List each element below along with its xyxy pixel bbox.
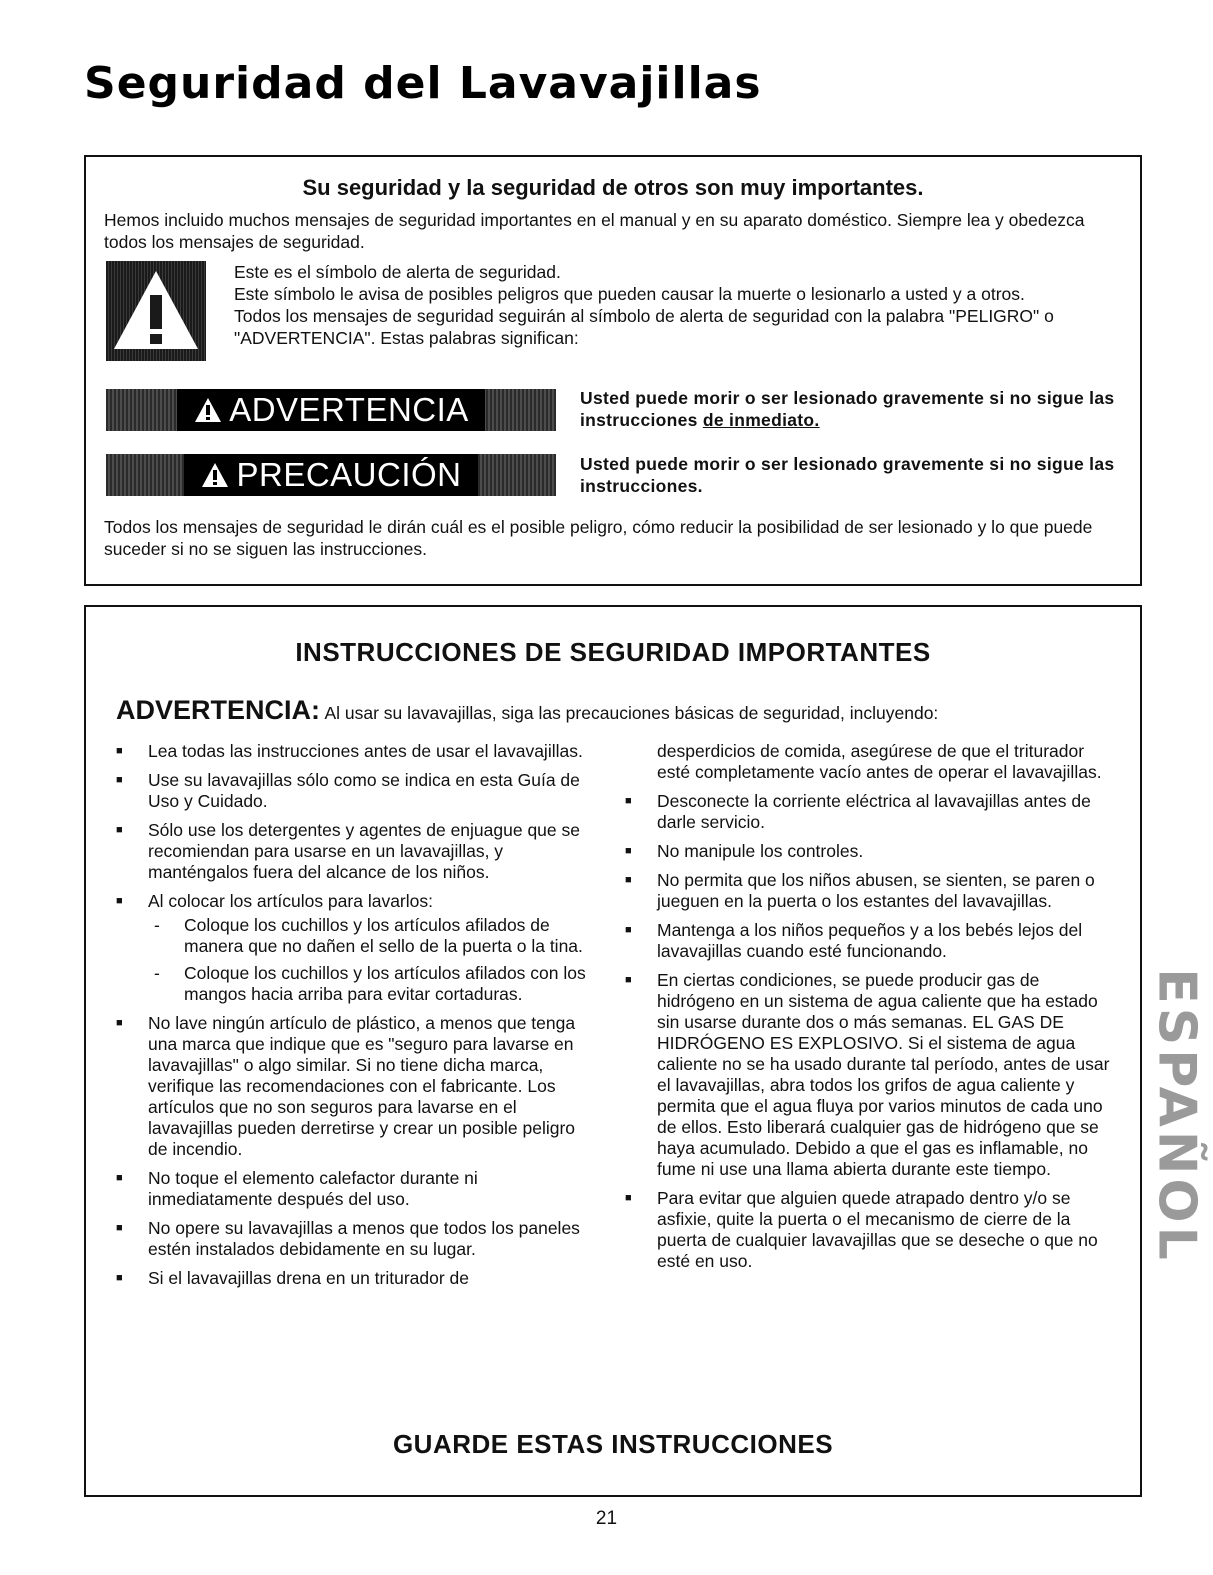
caution-label: PRECAUCIÓN: [236, 456, 462, 493]
sub-list-item: - Coloque los cuchillos y los artículos afilados de manera que no dañen el sello de la puerta o la tina.: [148, 915, 592, 957]
page-title: Seguridad del Lavavajillas: [84, 58, 762, 109]
instructions-left-column: [112, 741, 592, 1297]
safety-heading: Su seguridad y la seguridad de otros son muy importantes.: [302, 175, 924, 200]
list-item: ■ No permita que los niños abusen, se sienten, se paren o jueguen en la puerta o los estantes del lavavajillas.: [621, 870, 1121, 912]
warning-description: [580, 387, 1120, 431]
language-tab-label: ESPAÑOL: [1147, 968, 1208, 1264]
instructions-right-column: [621, 741, 1121, 1280]
list-item: ■ No manipule los controles.: [621, 841, 1121, 862]
list-item: ■ Lea todas las instrucciones antes de usar el lavavajillas.: [112, 741, 592, 762]
list-item: [112, 891, 592, 1005]
list-item: ■ Desconecte la corriente eléctrica al lavavajillas antes de darle servicio.: [621, 791, 1121, 833]
symbol-line-3: Todos los mensajes de seguridad seguirán al símbolo de alerta de seguridad con la palabra "PELIGRO" o "ADVERTENCIA". Estas palabras significan:: [234, 306, 1054, 348]
advertencia-text: Al usar su lavavajillas, siga las precauciones básicas de seguridad, incluyendo:: [324, 703, 939, 723]
safety-outro: Todos los mensajes de seguridad le dirán cuál es el posible peligro, cómo reducir la posibilidad de ser lesionado y lo que puede suceder si no se siguen las instrucciones.: [104, 517, 1093, 559]
safety-intro: Hemos incluido muchos mensajes de seguridad importantes en el manual y en su aparato doméstico. Siempre lea y obedezca todos los mensajes de seguridad.: [104, 210, 1085, 252]
list-item: ■ No lave ningún artículo de plástico, a menos que tenga una marca que indique que es "seguro para lavarse en lavavajillas" o algo similar. Si no tiene dicha marca, verifique las recomendaciones con el fabricante. Los artículos que no son seguros para lavarse en el lavavajillas pueden derretirse y crear un posible peligro de incendio.: [112, 1013, 592, 1160]
sub-list-item: - Coloque los cuchillos y los artículos afilados con los mangos hacia arriba para evitar cortaduras.: [148, 963, 592, 1005]
list-item: ■ No toque el elemento calefactor durante ni inmediatamente después del uso.: [112, 1168, 592, 1210]
warning-triangle-icon: [193, 396, 223, 424]
caution-banner: [106, 454, 556, 496]
advertencia-label: ADVERTENCIA:: [116, 695, 321, 725]
symbol-explanation: [234, 261, 1100, 349]
caution-description: Usted puede morir o ser lesionado gravemente si no sigue las instrucciones.: [580, 454, 1115, 496]
safety-message-box: [84, 155, 1142, 586]
list-item: ■ Si el lavavajillas drena en un triturador de: [112, 1268, 592, 1289]
list-item: ■ Sólo use los detergentes y agentes de enjuague que se recomiendan para usarse en un lavavajillas, y manténgalos fuera del alcance de los niños.: [112, 820, 592, 883]
warning-banner: [106, 389, 556, 431]
symbol-line-1: Este es el símbolo de alerta de seguridad.: [234, 262, 561, 282]
list-item-text: Al colocar los artículos para lavarlos:: [148, 891, 433, 911]
symbol-line-2: Este símbolo le avisa de posibles peligros que pueden causar la muerte o lesionarlo a usted y a otros.: [234, 284, 1025, 304]
language-tab: [1147, 968, 1208, 1264]
caution-triangle-icon: [200, 461, 230, 489]
warning-desc-text: Usted puede morir o ser lesionado gravemente si no sigue las instrucciones: [580, 388, 1115, 430]
list-item: ■ Mantenga a los niños pequeños y a los bebés lejos del lavavajillas cuando esté funcionando.: [621, 920, 1121, 962]
warning-label: ADVERTENCIA: [229, 391, 469, 428]
instructions-box: [84, 605, 1142, 1497]
list-item-continuation: desperdicios de comida, asegúrese de que el triturador esté completamente vacío antes de operar el lavavajillas.: [657, 741, 1102, 782]
alert-triangle-icon: [106, 261, 206, 361]
instructions-heading: INSTRUCCIONES DE SEGURIDAD IMPORTANTES: [295, 637, 931, 667]
list-item: ■ No opere su lavavajillas a menos que todos los paneles estén instalados debidamente en su lugar.: [112, 1218, 592, 1260]
page-number: 21: [595, 1508, 618, 1529]
list-item: ■ Para evitar que alguien quede atrapado dentro y/o se asfixie, quite la puerta o el mecanismo de cierre de la puerta de cualquier lavavajillas que se deseche o que no esté en uso.: [621, 1188, 1121, 1272]
save-instructions-heading: GUARDE ESTAS INSTRUCCIONES: [392, 1429, 834, 1459]
warning-desc-emphasis: de inmediato.: [702, 410, 820, 430]
advertencia-line: [116, 695, 938, 726]
list-item: ■ Use su lavavajillas sólo como se indica en esta Guía de Uso y Cuidado.: [112, 770, 592, 812]
list-item: ■ En ciertas condiciones, se puede producir gas de hidrógeno en un sistema de agua caliente que ha estado sin usarse durante dos o más semanas. EL GAS DE HIDRÓGENO ES EXPLOSIVO. Si el sistema de agua caliente no se ha usado durante tal período, antes de usar el lavavajillas, abra todos los grifos de agua caliente y permita que el agua fluya por varios minutos de cada uno de ellos. Esto liberará cualquier gas de hidrógeno que se haya acumulado. Debido a que el gas es inflamable, no fume ni use una llama abierta durante este tiempo.: [621, 970, 1121, 1180]
